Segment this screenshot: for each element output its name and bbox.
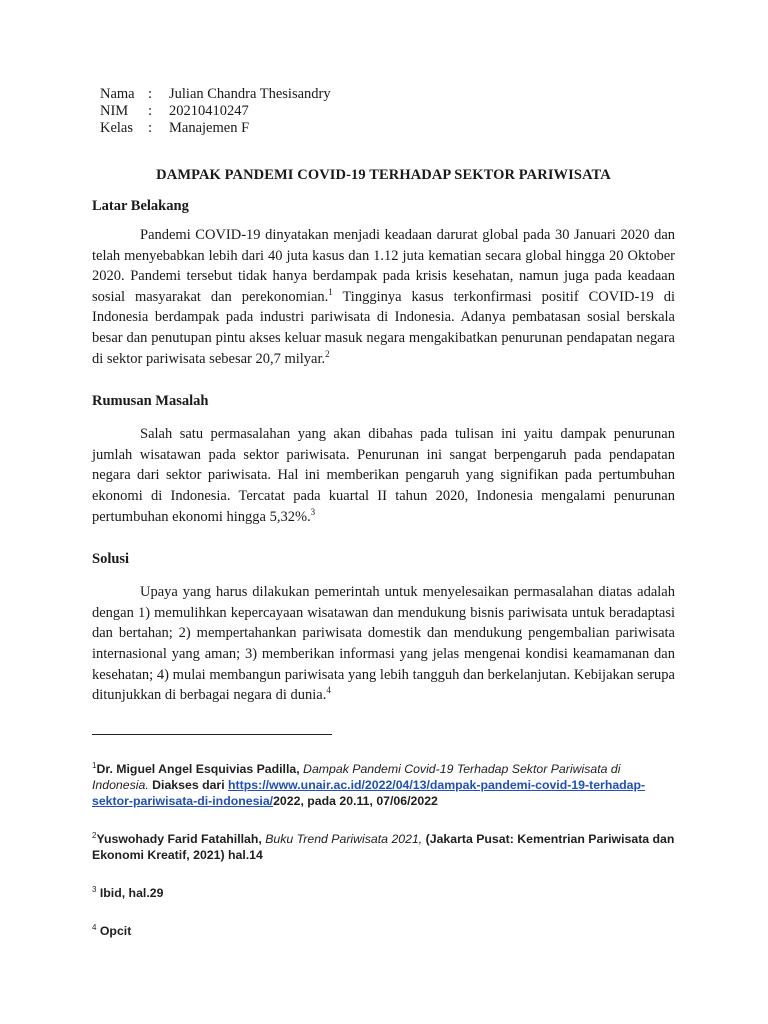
student-info (100, 86, 675, 137)
paragraph-text: Pandemi COVID-19 dinyatakan menjadi keadaan darurat global pada 30 Januari 2020 dan telah menyebabkan lebih dari 40 juta kasus dan 1.12 juta kematian secara global hingga 20 Oktober 2020. Pandemi tersebut tidak hanya berdampak pada krisis kesehatan, namun juga pada keadaan sosial masyarakat dan perekonomian. (92, 227, 675, 305)
footnotes (92, 761, 675, 939)
info-row-kelas (100, 120, 675, 137)
heading-rumusan-masalah: Rumusan Masalah (92, 393, 209, 410)
info-value-nim: 20210410247 (169, 103, 249, 119)
paragraph-text: Tingginya kasus terkonfirmasi positif COVID-19 di Indonesia berdampak pada industri pariwisata di Indonesia. Adanya pembatasan sosial berskala besar dan penutupan pintu akses keluar masuk negara mengakibatkan penurunan pendapatan negara di sektor pariwisata sebesar 20,7 milyar. (92, 288, 675, 367)
footnote-number: 4 (92, 922, 97, 932)
footnote-title: Dampak Pandemi Covid-19 Terhadap Sektor Pariwisata di Indonesia. (92, 761, 621, 792)
footnote-title: Buku Trend Pariwisata 2021, (261, 831, 423, 846)
info-value-kelas: Manajemen F (169, 120, 250, 136)
footnote-text: Ibid, hal.29 (96, 885, 164, 900)
footnote-author: Yuswohady Farid Fatahillah, (96, 831, 262, 846)
footnote-number: 1 (92, 760, 97, 770)
paragraph-solusi (92, 582, 675, 706)
footnote-ref-2: 2 (325, 348, 330, 359)
footnote-number: 3 (92, 884, 97, 894)
footnote-publisher: (Jakarta Pusat: Kementrian Pariwisata dan Ekonomi Kreatif, 2021) hal.14 (92, 831, 675, 862)
footnote-prefix: Diakses dari (148, 777, 229, 792)
document-title: DAMPAK PANDEMI COVID-19 TERHADAP SEKTOR PARIWISATA (156, 167, 611, 183)
paragraph-text: Salah satu permasalahan yang akan dibahas pada tulisan ini yaitu dampak penurunan jumlah wisatawan pada sektor pariwisata. Penurunan ini sangat berpengaruh pada pendapatan negara dari sektor pariwisata. Hal ini memberikan pengaruh yang signifikan pada pertumbuhan ekonomi di Indonesia. Tercatat pada kuartal II tahun 2020, Indonesia mengalami penurunan pertumbuhan ekonomi hingga 5,32%. (92, 426, 675, 525)
footnote-ref-4: 4 (326, 685, 331, 696)
info-row-nim (100, 103, 675, 120)
footnote-ref-3: 3 (310, 506, 316, 517)
info-row-nama (100, 86, 675, 103)
info-key: NIM (100, 103, 129, 119)
info-value-nama: Julian Chandra Thesisandry (169, 86, 331, 102)
document-page (92, 86, 675, 939)
paragraph-text: Upaya yang harus dilakukan pemerintah untuk menyelesaikan permasalahan diatas adalah dengan 1) memulihkan kepercayaan wisatawan dan mendukung bisnis pariwisata untuk beradaptasi dan bertahan; 2) mempertahankan pariwisata domestik dan mendukung pengembalian pariwisata internasional yang aman; 3) memberikan informasi yang jelas mengenai kondisi keamamanan dan kesehatan; 4) mulai membangun pariwisata yang lebih tangguh dan berkelanjutan. Kebijakan serupa ditunjukkan di berbagai negara di dunia. (92, 584, 675, 704)
footnote-author: Dr. Miguel Angel Esquivias Padilla, (96, 761, 300, 776)
footnote-ref-1: 1 (328, 286, 333, 297)
footnote-4 (92, 923, 675, 939)
footnote-1 (92, 761, 675, 809)
info-key: Kelas (100, 120, 134, 136)
paragraph-rumusan-masalah (92, 424, 675, 527)
info-colon: : (148, 86, 153, 102)
paragraph-latar-belakang (92, 225, 675, 369)
info-colon: : (148, 103, 153, 119)
footnote-suffix: 2022, pada 20.11, 07/06/2022 (273, 793, 438, 808)
heading-solusi: Solusi (92, 551, 130, 568)
footnote-separator (92, 734, 332, 735)
footnote-number: 2 (92, 830, 97, 840)
footnote-3 (92, 885, 675, 901)
footnote-link[interactable]: https://www.unair.ac.id/2022/04/13/dampak-pandemi-covid-19-terhadap-sektor-pariwisata-di-indonesia/ (92, 777, 646, 808)
footnote-text: Opcit (96, 923, 132, 938)
footnote-2 (92, 831, 675, 863)
info-colon: : (148, 120, 153, 136)
info-key: Nama (100, 86, 135, 102)
heading-latar-belakang: Latar Belakang (92, 198, 189, 214)
